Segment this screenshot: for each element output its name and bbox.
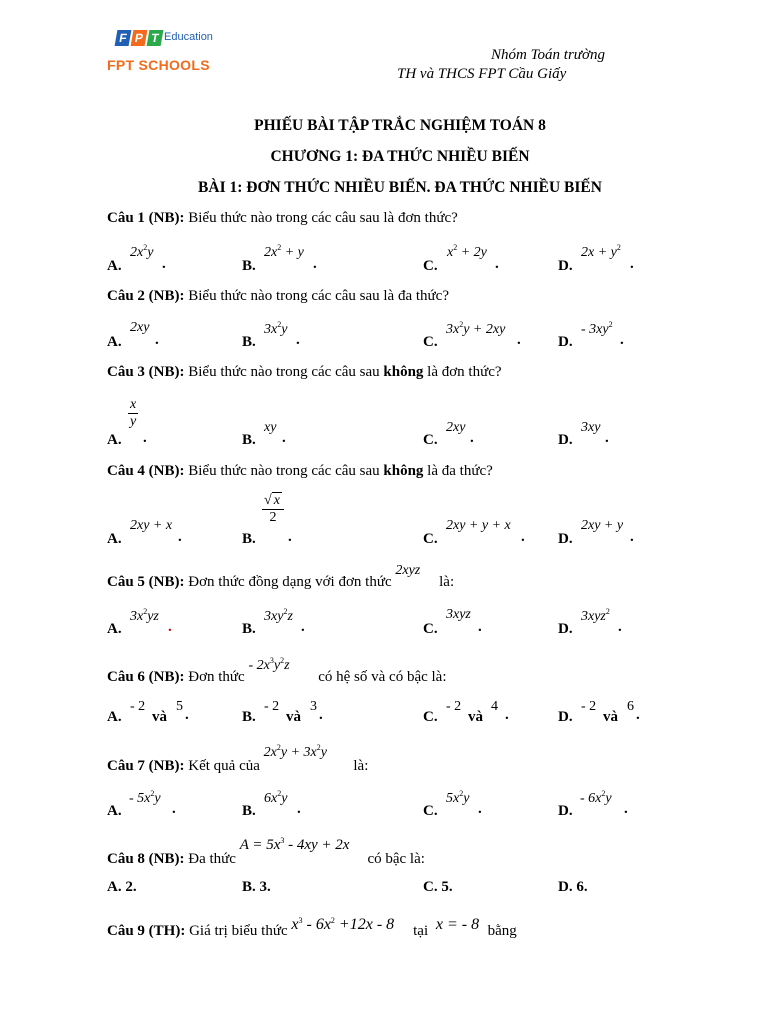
question-2: Câu 2 (NB): Biểu thức nào trong các câu sau là đa thức? [107, 288, 449, 304]
q4-letter-a: A. [107, 531, 122, 547]
q3-dot-d: . [605, 430, 609, 446]
q8-option-a: A. 2. [107, 879, 137, 895]
q6-option-c-and: và [468, 709, 483, 725]
q7-dot-d: . [624, 801, 628, 817]
q8-option-b: B. 3. [242, 879, 271, 895]
question-4: Câu 4 (NB): Biểu thức nào trong các câu sau không là đa thức? [107, 463, 493, 479]
logo-letter-f: F [115, 30, 132, 46]
q4-option-a: 2xy + x [130, 518, 173, 533]
fpt-logo [116, 28, 162, 48]
title-3: BÀI 1: ĐƠN THỨC NHIỀU BIẾN. ĐA THỨC NHIỀU BIẾN [198, 179, 602, 196]
q3-option-a: $\frac{x}{y}$ [130, 397, 137, 429]
q6-option-d-and: và [603, 709, 618, 725]
q5-option-b: $3xy^2z$ [264, 607, 293, 624]
q6-option-a-and: và [152, 709, 167, 725]
q3-letter-d: D. [558, 432, 573, 448]
q7-option-d: - $6x^2y$ [580, 789, 612, 806]
q1-dot-c: . [495, 256, 499, 272]
q4-letter-c: C. [423, 531, 438, 547]
q7-letter-d: D. [558, 803, 573, 819]
q5-dot-b: . [301, 619, 305, 635]
q6-option-a-degree: 5 [176, 699, 183, 714]
q4-letter-d: D. [558, 531, 573, 547]
q2-letter-a: A. [107, 334, 122, 350]
q4-option-c: 2xy + y + x [446, 518, 511, 533]
q1-dot-d: . [630, 256, 634, 272]
q6-option-c-degree: 4 [491, 699, 498, 714]
q8-option-d: D. 6. [558, 879, 588, 895]
q2-dot-c: . [517, 332, 521, 348]
q6-letter-a: A. [107, 709, 122, 725]
q7-dot-a: . [172, 801, 176, 817]
q6-option-d-degree: 6 [627, 699, 634, 714]
q7-dot-b: . [297, 801, 301, 817]
q6-option-b-coef: - 2 [264, 699, 280, 714]
q1-dot-a: . [162, 256, 166, 272]
question-9: Câu 9 (TH): Giá trị biểu thức $x^3 - 6x^2 +12x - 8$ tại x = - 8 bằng [107, 916, 517, 939]
q3-letter-a: A. [107, 432, 122, 448]
q6-letter-d: D. [558, 709, 573, 725]
q2-dot-b: . [296, 332, 300, 348]
question-7: Câu 7 (NB): Kết quả của $2x^2y + 3x^2y$ là: [107, 743, 369, 774]
question-3: Câu 3 (NB): Biểu thức nào trong các câu sau không là đơn thức? [107, 364, 502, 380]
q5-option-c: 3xyz [446, 607, 471, 622]
q2-option-a: 2xy [130, 320, 150, 335]
q6-dot-d: . [636, 707, 640, 723]
q6-dot-a: . [185, 707, 189, 723]
question-1: Câu 1 (NB): Biểu thức nào trong các câu sau là đơn thức? [107, 210, 458, 226]
q2-letter-c: C. [423, 334, 438, 350]
q7-letter-c: C. [423, 803, 438, 819]
q7-option-c: $5x^2y$ [446, 789, 470, 806]
q4-dot-d: . [630, 529, 634, 545]
q5-option-d: 3xyz$^2$ [581, 607, 610, 624]
q5-letter-a: A. [107, 621, 122, 637]
question-6: Câu 6 (NB): Đơn thức - $2x^3y^2z$ có hệ số và có bậc là: [107, 656, 447, 685]
logo-letter-t: T [147, 30, 164, 46]
q6-option-b-degree: 3 [310, 699, 317, 714]
q3-letter-b: B. [242, 432, 256, 448]
q4-option-b: $\frac{√ x}{2}$ [262, 493, 284, 526]
q6-option-b-and: và [286, 709, 301, 725]
logo-education: Education [164, 31, 213, 43]
q4-option-d: 2xy + y [581, 518, 624, 533]
q4-dot-c: . [521, 529, 525, 545]
q3-letter-c: C. [423, 432, 438, 448]
q1-dot-b: . [313, 256, 317, 272]
q3-option-b: xy [264, 420, 277, 435]
q5-dot-a: . [168, 619, 172, 635]
q6-dot-c: . [505, 707, 509, 723]
q6-dot-b: . [319, 707, 323, 723]
logo-letter-p: P [131, 30, 148, 46]
q5-dot-c: . [478, 619, 482, 635]
q1-letter-b: B. [242, 258, 256, 274]
q2-dot-d: . [620, 332, 624, 348]
q2-option-b: $3x^2y$ [264, 320, 288, 337]
q4-dot-a: . [178, 529, 182, 545]
q7-letter-b: B. [242, 803, 256, 819]
header-line2: TH và THCS FPT Cầu Giấy [397, 66, 567, 82]
q1-option-d: $2x + y^2$ [581, 243, 621, 260]
q7-option-b: $6x^2y$ [264, 789, 288, 806]
q7-option-a: - $5x^2y$ [129, 789, 161, 806]
q3-option-d: 3xy [581, 420, 601, 435]
q1-letter-c: C. [423, 258, 438, 274]
title-2: CHƯƠNG 1: ĐA THỨC NHIỀU BIẾN [270, 148, 530, 165]
q5-letter-c: C. [423, 621, 438, 637]
q6-option-d-coef: - 2 [581, 699, 597, 714]
q1-option-c: $x^2 + 2y$ [447, 243, 487, 260]
q1-option-b: $2x^2 + y$ [264, 243, 304, 260]
q6-option-a-coef: - 2 [130, 699, 146, 714]
q2-letter-d: D. [558, 334, 573, 350]
q6-letter-c: C. [423, 709, 438, 725]
q2-dot-a: . [155, 332, 159, 348]
q5-letter-d: D. [558, 621, 573, 637]
question-5: Câu 5 (NB): Đơn thức đồng dạng với đơn thức 2xyz là: [107, 563, 455, 590]
q3-dot-a: . [143, 430, 147, 446]
q3-option-c: 2xy [446, 420, 466, 435]
q6-option-c-coef: - 2 [446, 699, 462, 714]
q2-option-d: - $3xy^2$ [581, 320, 613, 337]
q3-dot-c: . [470, 430, 474, 446]
q6-letter-b: B. [242, 709, 256, 725]
q2-option-c: $3x^2y + 2xy$ [446, 320, 506, 337]
question-8: Câu 8 (NB): Đa thức $A = 5x^3 - 4xy + 2x$ có bậc là: [107, 836, 425, 867]
logo-schools: FPT SCHOOLS [107, 57, 210, 73]
q5-option-a: $3x^2yz$ [130, 607, 159, 624]
q1-option-a: $2x^2y$ [130, 243, 154, 260]
q2-letter-b: B. [242, 334, 256, 350]
q8-option-c: C. 5. [423, 879, 453, 895]
q7-dot-c: . [478, 801, 482, 817]
q4-letter-b: B. [242, 531, 256, 547]
q3-dot-b: . [282, 430, 286, 446]
q4-dot-b: . [288, 529, 292, 545]
q5-dot-d: . [618, 619, 622, 635]
q1-letter-d: D. [558, 258, 573, 274]
header-line1: Nhóm Toán trường [491, 47, 605, 63]
q7-letter-a: A. [107, 803, 122, 819]
q5-letter-b: B. [242, 621, 256, 637]
title-1: PHIẾU BÀI TẬP TRẮC NGHIỆM TOÁN 8 [254, 117, 546, 134]
q1-letter-a: A. [107, 258, 122, 274]
